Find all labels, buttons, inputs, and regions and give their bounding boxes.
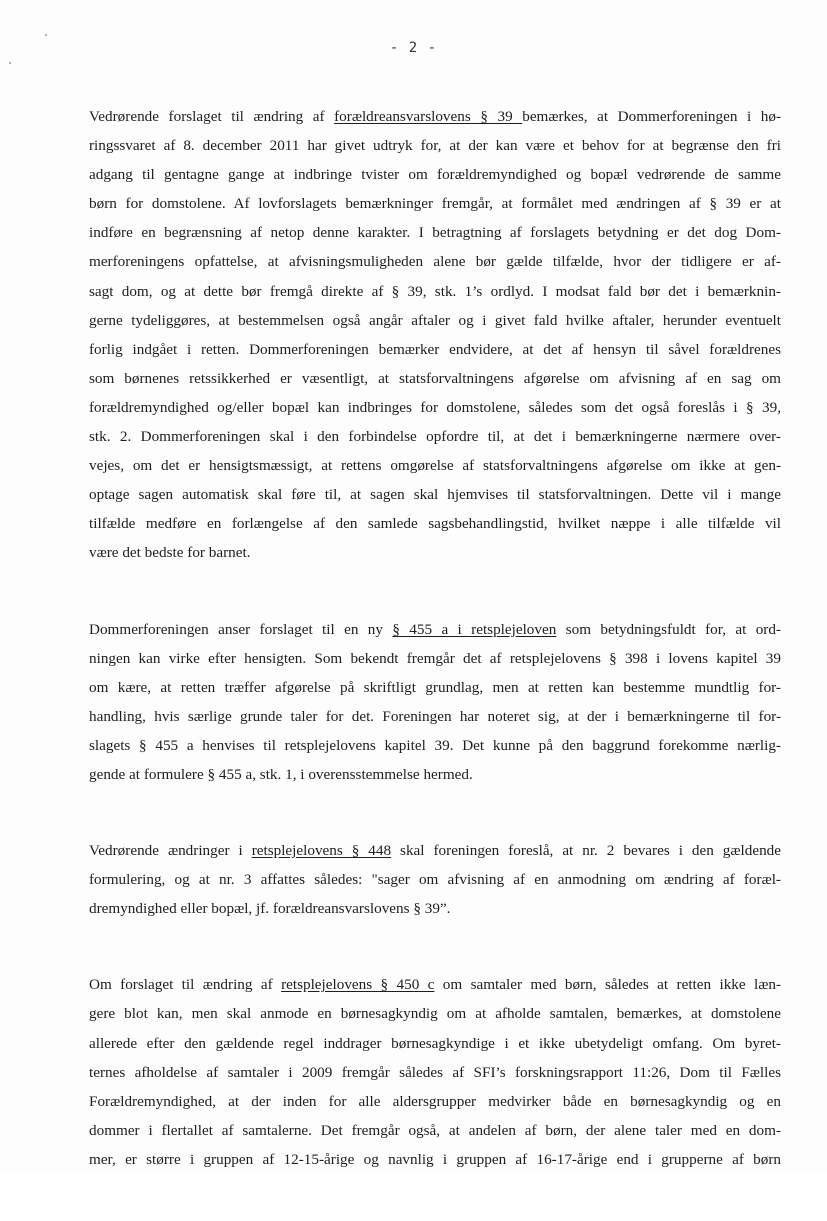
text-segment: Om forslaget til ændring af xyxy=(89,976,282,994)
law-reference-link[interactable]: § 455 a i retsplejeloven xyxy=(392,620,557,638)
text-segment: merforeningens opfattelse, at afvisningsmuligheden alene bør gælde tilfælde, hvor der tidligere er af- xyxy=(89,253,781,271)
text-line xyxy=(89,760,781,789)
text-segment: forlig indgået i retten. Dommerforeningen bemærker endvidere, at det af hensyn til såvel forældrenes xyxy=(89,340,781,358)
text-line xyxy=(89,451,781,480)
law-reference-link[interactable]: retsplejelovens § 450 c xyxy=(281,976,435,994)
text-segment: tilfælde medføre en forlængelse af den samlede sagsbehandlingstid, hvilket næppe i alle tilfælde vil xyxy=(89,515,781,533)
text-line xyxy=(89,480,781,509)
text-line xyxy=(89,364,781,393)
text-segment: bemærkes, at Dommerforeningen i hø- xyxy=(522,108,781,125)
text-line xyxy=(89,306,781,335)
text-line xyxy=(89,1029,781,1058)
text-segment: sagt dom, og at dette bør fremgå direkte af § 39, stk. 1’s ordlyd. I modsat fald bør det i bemærknin- xyxy=(89,282,781,300)
text-segment: formulering, og at nr. 3 affattes således: "sager om afvisning af en anmodning om ændring af foræl- xyxy=(89,871,781,889)
text-segment: allerede efter den gældende regel inddrager børnesagkyndige i et ikke ubetydeligt omfang. Om byret- xyxy=(89,1034,781,1052)
text-line xyxy=(89,894,781,923)
text-line xyxy=(89,277,781,306)
law-reference-link[interactable]: forældreansvarslovens § 39 xyxy=(334,108,523,125)
text-segment: forældremyndighed og/eller bopæl kan indbringes for domstolene, således som det også foreslås i § 39, xyxy=(89,398,781,416)
text-line xyxy=(89,335,781,364)
text-segment: dommer i flertallet af samtalerne. Det fremgår også, at andelen af børn, der alene taler med en dom- xyxy=(89,1121,781,1139)
page-number: - 2 - xyxy=(389,40,438,56)
scan-speck xyxy=(9,62,11,64)
scan-speck xyxy=(45,34,47,36)
text-segment: ningen kan virke efter hensigten. Som bekendt fremgår det af retsplejelovens § 398 i lovens kapitel 39 xyxy=(89,649,781,667)
text-segment: adgang til gentagne gange at indbringe tvister om forældremyndighed og bopæl vedrørende de samme xyxy=(89,166,781,184)
text-line xyxy=(89,644,781,673)
paragraph xyxy=(89,102,781,568)
letter-body xyxy=(89,102,781,1221)
text-segment: optage sagen automatisk skal føre til, at sagen skal hjemvises til statsforvaltningen. Dette vil i mange xyxy=(89,486,781,504)
text-segment: slagets § 455 a henvises til retsplejelovens kapitel 39. Det kunne på den baggrund forekomme nærlig- xyxy=(89,736,781,754)
text-line xyxy=(89,1116,781,1145)
text-segment: Vedrørende forslaget til ændring af xyxy=(89,108,335,125)
text-segment: Forældremyndighed, at der inden for alle aldersgrupper medvirker både en børnesagkyndig og en xyxy=(89,1092,781,1110)
text-line xyxy=(89,160,781,189)
text-line xyxy=(89,509,781,538)
text-line xyxy=(89,836,781,865)
text-line xyxy=(89,131,781,160)
text-line xyxy=(89,218,781,247)
text-segment: gere blot kan, men skal anmode en børnesagkyndig om at afholde samtalen, bemærkes, at domstolene xyxy=(89,1005,781,1023)
paragraph xyxy=(89,970,781,1174)
text-line xyxy=(89,673,781,702)
text-segment: om kære, at retten træffer afgørelse på skriftligt grundlag, men at retten kan bestemme mundtlig for- xyxy=(89,678,781,696)
text-segment: mer, er større i gruppen af 12-15-årige og navnlig i gruppen af 16-17-årige end i grupperne af børn xyxy=(89,1150,781,1168)
text-segment: som betydningsfuldt for, at ord- xyxy=(556,620,781,638)
text-segment: Dommerforeningen anser forslaget til en ny xyxy=(89,620,393,638)
text-line xyxy=(89,865,781,894)
text-segment: gerne tydeliggøres, at bestemmelsen også angår aftaler og i givet fald hvilke aftaler, herunder eventuelt xyxy=(89,311,781,329)
text-segment: dremyndighed eller bopæl, jf. forældreansvarslovens § 39”. xyxy=(89,900,451,918)
text-segment: om samtaler med børn, således at retten ikke læn- xyxy=(434,976,782,994)
text-line xyxy=(89,247,781,276)
text-line xyxy=(89,1058,781,1087)
text-line xyxy=(89,999,781,1028)
text-segment: børn for domstolene. Af lovforslagets bemærkninger fremgår, at formålet med ændringen af § 39 er at xyxy=(89,195,781,213)
text-line xyxy=(89,970,781,999)
text-segment: ringssvaret af 8. december 2011 har givet udtryk for, at der kan være et behov for at begrænse den fri xyxy=(89,137,781,155)
text-line xyxy=(89,422,781,451)
text-line xyxy=(89,189,781,218)
text-line xyxy=(89,731,781,760)
text-segment: stk. 2. Dommerforeningen skal i den forbindelse opfordre til, at det i bemærkningerne nærmere over- xyxy=(89,428,781,446)
text-line xyxy=(89,702,781,731)
text-segment: som børnenes retssikkerhed er væsentligt, at statsforvaltningens afgørelse om afvisning af en sag om xyxy=(89,369,781,387)
text-segment: handling, hvis særlige grunde taler for det. Foreningen har noteret sig, at der i bemærkningerne til for- xyxy=(89,707,781,725)
text-segment: indføre en begrænsning af netop denne karakter. I betragtning af forslagets betydning er det dog Dom- xyxy=(89,224,781,242)
text-line xyxy=(89,393,781,422)
paragraph xyxy=(89,615,781,790)
text-line xyxy=(89,538,781,567)
text-line xyxy=(89,615,781,644)
text-segment: være det bedste for barnet. xyxy=(89,544,251,562)
text-line xyxy=(89,102,781,131)
text-segment: gende at formulere § 455 a, stk. 1, i overensstemmelse hermed. xyxy=(89,765,473,783)
paragraph xyxy=(89,836,781,923)
law-reference-link[interactable]: retsplejelovens § 448 xyxy=(251,842,392,860)
text-segment: skal foreningen foreslå, at nr. 2 bevares i den gældende xyxy=(391,842,781,860)
text-segment: vejes, om det er hensigtsmæssigt, at rettens omgørelse af statsforvaltningens afgørelse om ikke at gen- xyxy=(89,457,781,475)
text-segment: Vedrørende ændringer i xyxy=(89,842,252,860)
text-line xyxy=(89,1087,781,1116)
text-segment: ternes afholdelse af samtaler i 2009 fremgår således af SFI’s forskningsrapport 11:26, Dom til Fælles xyxy=(89,1063,781,1081)
